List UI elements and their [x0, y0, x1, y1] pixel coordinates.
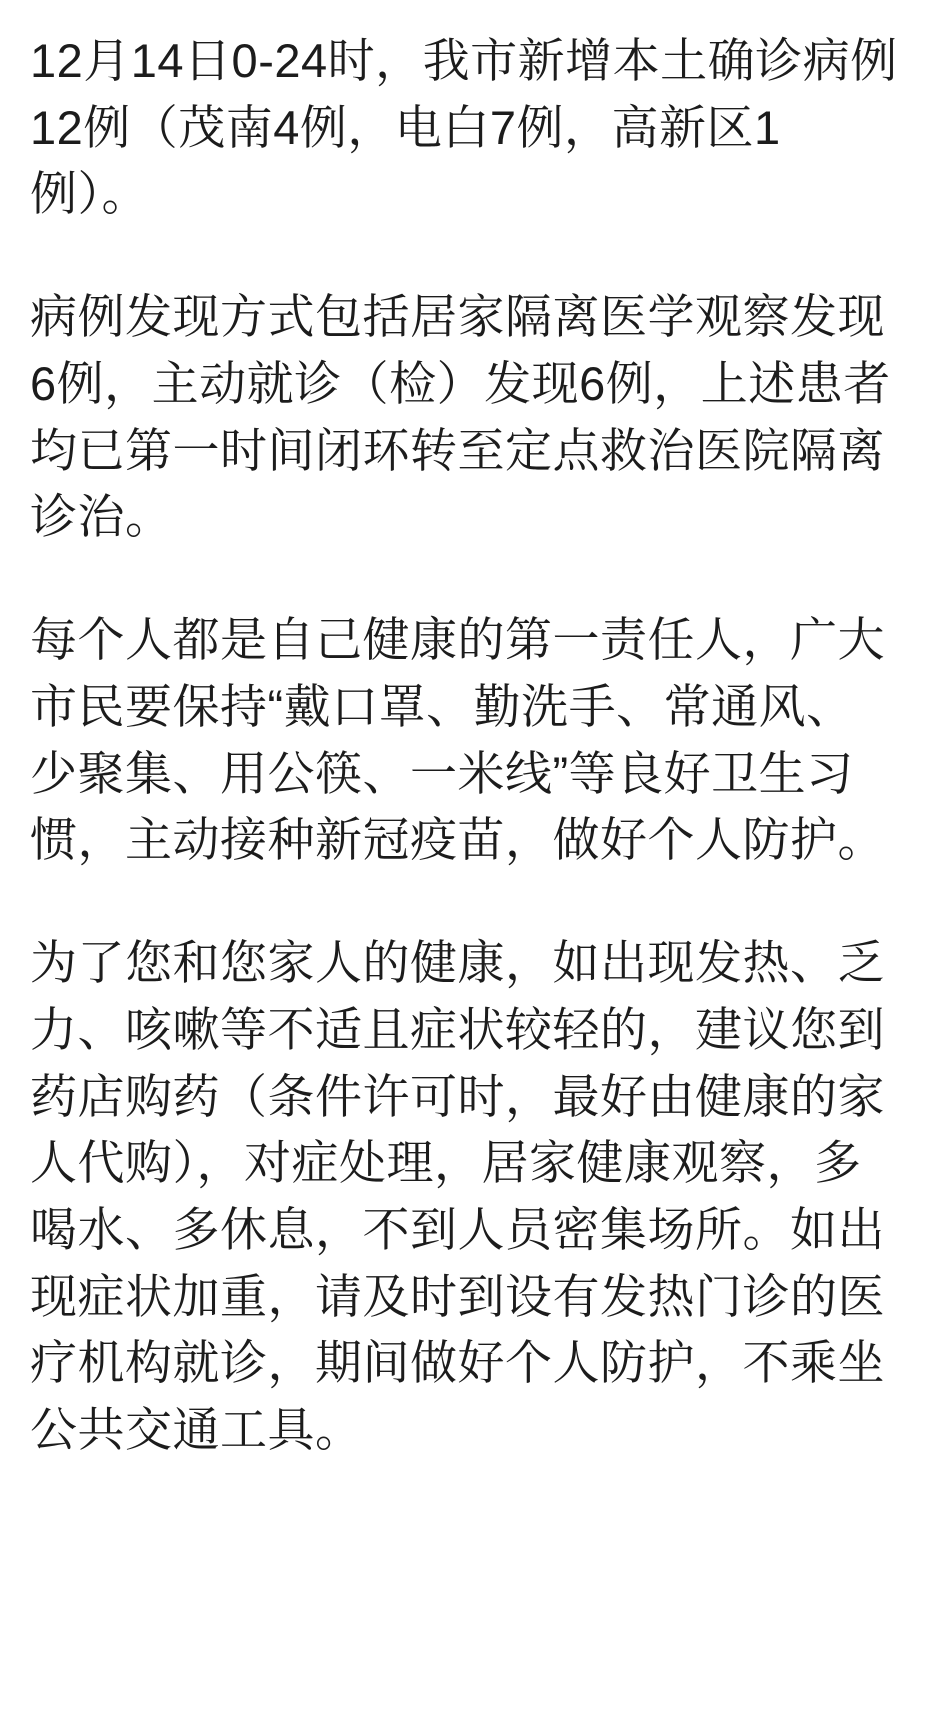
paragraph-4: 为了您和您家人的健康，如出现发热、乏力、咳嗽等不适且症状较轻的，建议您到药店购药（条件许可时，最好由健康的家人代购），对症处理，居家健康观察，多喝水、多休息，不到人员密集场所。如出现症状加重，请及时到设有发热门诊的医疗机构就诊，期间做好个人防护，不乘坐公共交通工具。: [30, 936, 885, 1457]
paragraph-2: 病例发现方式包括居家隔离医学观察发现6例，主动就诊（检）发现6例，上述患者均已第一时间闭环转至定点救治医院隔离诊治。: [30, 290, 891, 544]
paragraph-1: 12月14日0-24时，我市新增本土确诊病例12例（茂南4例，电白7例，高新区1例）。: [30, 34, 898, 221]
paragraph-3: 每个人都是自己健康的第一责任人，广大市民要保持“戴口罩、勤洗手、常通风、少聚集、用公筷、一米线”等良好卫生习惯，主动接种新冠疫苗，做好个人防护。: [30, 613, 885, 867]
article-body: [30, 28, 898, 1464]
